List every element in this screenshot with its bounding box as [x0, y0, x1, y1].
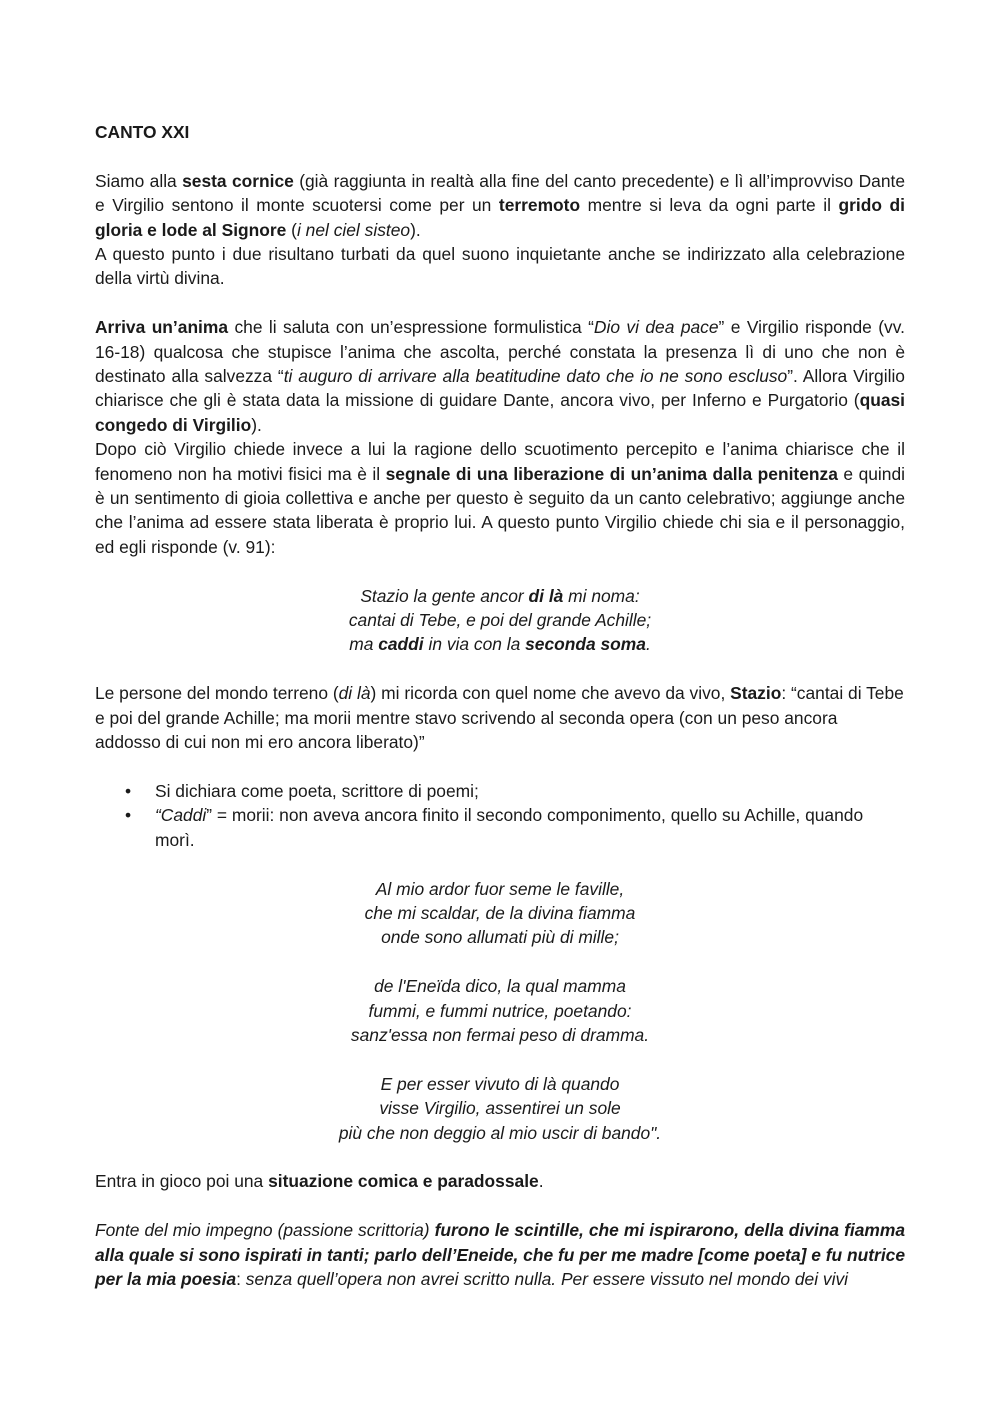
text: che li saluta con un’espressione formulistica “	[228, 317, 594, 338]
paragraph-anima	[95, 315, 905, 437]
canto-title: CANTO XXI	[95, 122, 190, 142]
spacer	[95, 144, 905, 168]
verse-line: che mi scaldar, de la divina fiamma	[364, 902, 636, 923]
text: Si dichiara come poeta, scrittore di poemi;	[155, 780, 479, 801]
spacer	[95, 950, 905, 974]
italic-text: di là	[338, 683, 371, 704]
text: ).	[251, 414, 262, 435]
text: .	[538, 1171, 544, 1192]
italic-text: senza quell’opera non avrei scritto nulla. Per essere vissuto nel mondo dei vivi	[245, 1268, 849, 1289]
text: ” = morii: non aveva ancora finito il secondo componimento, quello su Achille, quando morì.	[155, 805, 864, 850]
document-page	[95, 108, 905, 1291]
verse-line	[95, 632, 905, 656]
spacer	[95, 755, 905, 779]
text: Le persone del mondo terreno (	[95, 683, 339, 704]
bold-text: grido di gloria e lode al Signore	[95, 195, 905, 240]
bold-text: segnale di una liberazione di un’anima dalla penitenza	[385, 463, 838, 484]
verse-line: sanz'essa non fermai peso di dramma.	[350, 1024, 650, 1045]
verse-line: più che non deggio al mio uscir di bando".	[338, 1122, 662, 1143]
bullet-icon: •	[125, 805, 132, 826]
spacer	[95, 852, 905, 876]
spacer	[95, 1047, 905, 1071]
italic-text: i nel ciel sisteo	[296, 219, 411, 240]
bold-text: Stazio	[730, 683, 782, 704]
text: Stazio la gente ancor	[360, 585, 529, 606]
spacer	[95, 559, 905, 583]
text: mentre si leva da ogni parte il	[580, 195, 839, 216]
bold-text: sesta cornice	[182, 170, 294, 191]
text: ma	[349, 634, 379, 655]
bold-text: quasi congedo di Virgilio	[95, 390, 905, 435]
spacer	[95, 1194, 905, 1218]
text: Dopo ciò Virgilio chiede invece a lui la ragione dello scuotimento percepito e l’anima chiarisce che il fenomeno non ha motivi fisici ma è il	[95, 439, 905, 484]
italic-text: “Caddi	[155, 805, 207, 826]
paragraph-turbati: A questo punto i due risultano turbati da quel suono inquietante anche se indirizzato alla celebrazione della virtù divina.	[95, 244, 905, 289]
bold-text: di là	[528, 585, 564, 606]
bold-text: situazione comica e paradossale	[268, 1171, 539, 1192]
text: (	[286, 219, 297, 240]
spacer	[95, 291, 905, 315]
italic-text: Fonte del mio impegno (passione scrittoria)	[95, 1220, 435, 1241]
paragraph-situazione	[95, 1169, 905, 1193]
text: ).	[410, 219, 421, 240]
bold-italic-text: furono le scintille, che mi ispirarono, della divina fiamma alla quale si sono ispirati in tanti; parlo dell’Eneide, che fu per me madre [come poeta] e fu nutrice per la mia poesia	[95, 1220, 905, 1289]
text: ) mi ricorda con quel nome che avevo da vivo,	[370, 683, 731, 704]
text: ”. Allora Virgilio chiarisce che gli è stata data la missione di guidare Dante, ancora vivo, per Inferno e Purgatorio (	[95, 366, 905, 411]
text: ” e Virgilio risponde (vv. 16-18) qualcosa che stupisce l’anima che ascolta, perché constata la presenza lì di uno che non è destinato alla salvezza “	[95, 317, 905, 387]
list-item	[95, 779, 905, 803]
bullet-list	[95, 779, 905, 852]
bold-text: caddi	[378, 634, 424, 655]
text: .	[645, 634, 651, 655]
spacer	[95, 1145, 905, 1169]
bullet-icon: •	[125, 780, 132, 801]
verse-line	[95, 584, 905, 608]
text: in via con la	[423, 634, 526, 655]
bold-text: terremoto	[498, 195, 581, 216]
text: : “cantai di Tebe e poi del grande Achille; ma morii mentre stavo scrivendo al seconda opera (con un peso ancora addosso di cui non mi ero ancora liberato)”	[95, 683, 904, 753]
verse-line: onde sono allumati più di mille;	[381, 927, 619, 948]
italic-text: ti auguro di arrivare alla beatitudine dato che io ne sono escluso	[283, 366, 788, 387]
text: mi noma:	[563, 585, 640, 606]
paragraph-scuotimento	[95, 437, 905, 559]
bold-text: seconda soma	[525, 634, 646, 655]
verse-line: visse Virgilio, assentirei un sole	[379, 1098, 621, 1119]
verse-line: de l'Eneïda dico, la qual mamma	[374, 976, 626, 997]
spacer	[95, 657, 905, 681]
list-item	[95, 803, 905, 852]
paragraph-parafrasi	[95, 1218, 905, 1291]
verse-line: cantai di Tebe, e poi del grande Achille;	[348, 610, 652, 631]
text: Siamo alla	[95, 170, 183, 191]
verse-line: E per esser vivuto di là quando	[380, 1073, 620, 1094]
paragraph-intro	[95, 169, 905, 242]
bold-text: Arriva un’anima	[95, 317, 229, 338]
verse-line: Al mio ardor fuor seme le faville,	[375, 878, 625, 899]
text: Entra in gioco poi una	[95, 1171, 269, 1192]
text: (già raggiunta in realtà alla fine del canto precedente) e lì all’improvviso Dante e Virgilio sentono il monte scuotersi come per un	[95, 170, 906, 216]
verse-line: fummi, e fummi nutrice, poetando:	[368, 1000, 632, 1021]
text: e quindi è un sentimento di gioia collettiva e anche per questo è seguito da un canto celebrativo; aggiunge anche che l’anima ad essere stata liberata è proprio lui. A questo punto Virgilio chiede chi sia e il personaggio, ed egli risponde (v. 91):	[95, 463, 905, 557]
italic-text: Dio vi dea pace	[593, 317, 719, 338]
verse-block-stazio	[95, 584, 905, 657]
paragraph-persone	[95, 681, 905, 754]
text: :	[236, 1268, 246, 1289]
verse-block-eneide	[95, 877, 905, 1145]
